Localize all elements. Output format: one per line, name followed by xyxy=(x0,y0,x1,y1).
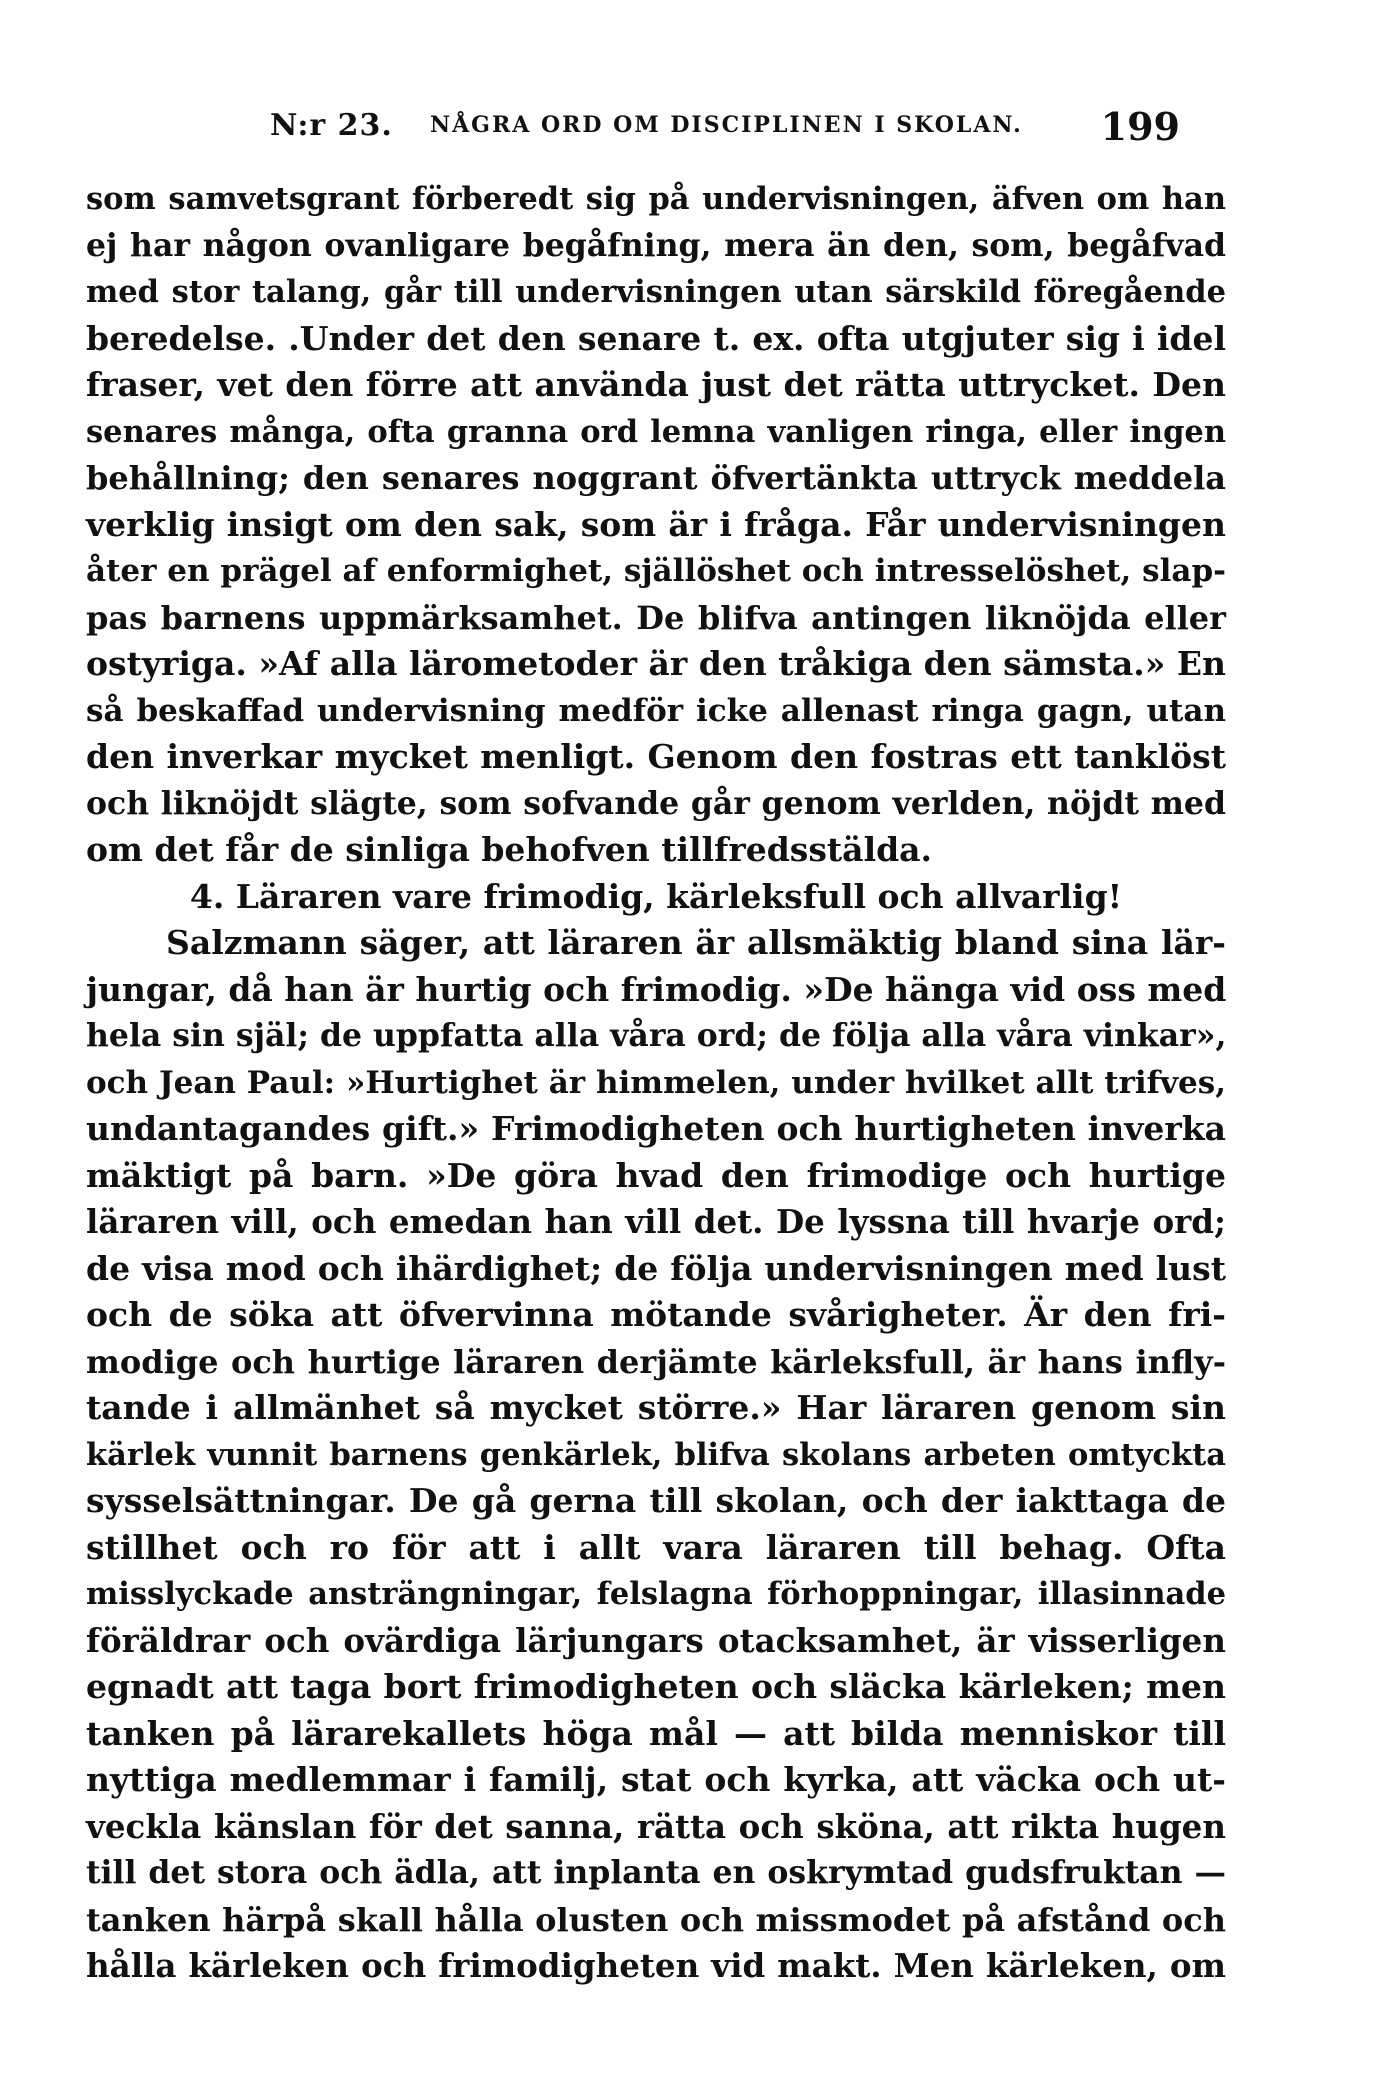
text-line: hålla kärleken och frimodigheten vid makt. Men kärleken, om xyxy=(86,1946,1226,1985)
issue-number: N:r 23. xyxy=(270,108,393,143)
text-line: hela sin själ; de uppfatta alla våra ord; de följa alla våra vinkar», xyxy=(86,1017,1227,1054)
text-line: tanken härpå skall hålla olusten och missmodet på afstånd och xyxy=(86,1900,1226,1939)
text-line: stillhet och ro för att i allt vara läraren till behag. Ofta xyxy=(86,1527,1226,1567)
text-line: fraser, vet den förre att använda just det rätta uttrycket. Den xyxy=(86,365,1226,404)
text-line: och de söka att öfvervinna mötande svårigheter. Är den fri- xyxy=(86,1295,1226,1334)
text-line: föräldrar och ovärdiga lärjungars otacksamhet, är visserligen xyxy=(86,1620,1226,1660)
text-line: och liknöjdt slägte, som sofvande går genom verlden, nöjdt med xyxy=(86,784,1226,822)
section-heading: 4. Läraren vare frimodig, kärleksfull och allvarlig! xyxy=(189,876,1123,916)
text-line: ej har någon ovanligare begåfning, mera än den, som, begåfvad xyxy=(86,226,1226,264)
body-text xyxy=(86,176,1226,1990)
text-line: med stor talang, går till undervisningen utan särskild föregående xyxy=(86,274,1226,310)
text-line: åter en prägel af enformighet, själlöshet och intresselöshet, slap- xyxy=(86,553,1226,589)
text-line: läraren vill, och emedan han vill det. De lyssna till hvarje ord; xyxy=(86,1202,1226,1241)
text-line: sysselsättningar. De gå gerna till skolan, och der iakttaga de xyxy=(86,1481,1226,1520)
text-line: egnadt att taga bort frimodigheten och släcka kärleken; men xyxy=(86,1667,1226,1706)
text-line: misslyckade ansträngningar, felslagna förhoppningar, illasinnade xyxy=(86,1576,1226,1612)
text-line: jungar, då han är hurtig och frimodig. »De hänga vid oss med xyxy=(86,969,1227,1009)
text-line: nyttiga medlemmar i familj, stat och kyrka, att väcka och ut- xyxy=(86,1760,1226,1799)
text-line: beredelse. .Under det den senare t. ex. ofta utgjuter sig i idel xyxy=(86,318,1226,358)
text-line: behållning; den senares noggrant öfvertänkta uttryck meddela xyxy=(86,459,1226,497)
text-line: undantagandes gift.» Frimodigheten och hurtigheten inverka xyxy=(86,1109,1226,1148)
text-line: de visa mod och ihärdighet; de följa undervisningen med lust xyxy=(86,1248,1226,1288)
text-line: veckla känslan för det sanna, rätta och sköna, att rikta hugen xyxy=(86,1806,1226,1846)
text-line: tanken på lärarekallets höga mål — att bilda menniskor till xyxy=(86,1713,1226,1753)
text-line: till det stora och ädla, att inplanta en oskrymtad gudsfruktan — xyxy=(86,1854,1226,1891)
text-line: senares många, ofta granna ord lemna vanligen ringa, eller ingen xyxy=(86,413,1226,450)
text-line: och Jean Paul: »Hurtighet är himmelen, under hvilket allt trifves, xyxy=(86,1064,1226,1101)
text-line: den inverkar mycket menligt. Genom den fostras ett tanklöst xyxy=(86,737,1226,776)
running-header xyxy=(270,104,1180,158)
text-line: Salzmann säger, att läraren är allsmäktig bland sina lär- xyxy=(166,923,1226,962)
text-line: ostyriga. »Af alla lärometoder är den tråkiga den sämsta.» En xyxy=(86,644,1226,683)
text-line: tande i allmänhet så mycket större.» Har läraren genom sin xyxy=(86,1388,1226,1427)
text-line: om det får de sinliga behofven tillfredsstälda. xyxy=(86,830,933,869)
page-number: 199 xyxy=(1100,104,1180,149)
text-line: som samvetsgrant förberedt sig på undervisningen, äfven om han xyxy=(86,181,1226,217)
text-line: kärlek vunnit barnens genkärlek, blifva skolans arbeten omtyckta xyxy=(86,1436,1226,1473)
text-line: pas barnens uppmärksamhet. De blifva antingen liknöjda eller xyxy=(86,598,1226,637)
text-line: mäktigt på barn. »De göra hvad den frimodige och hurtige xyxy=(86,1155,1226,1195)
text-line: så beskaffad undervisning medför icke allenast ringa gagn, utan xyxy=(86,692,1226,729)
text-line: modige och hurtige läraren derjämte kärleksfull, är hans infly- xyxy=(86,1342,1226,1381)
text-line: verklig insigt om den sak, som är i fråga. Får undervisningen xyxy=(86,504,1226,544)
chapter-title: NÅGRA ORD OM DISCIPLINEN I SKOLAN. xyxy=(430,112,1023,138)
